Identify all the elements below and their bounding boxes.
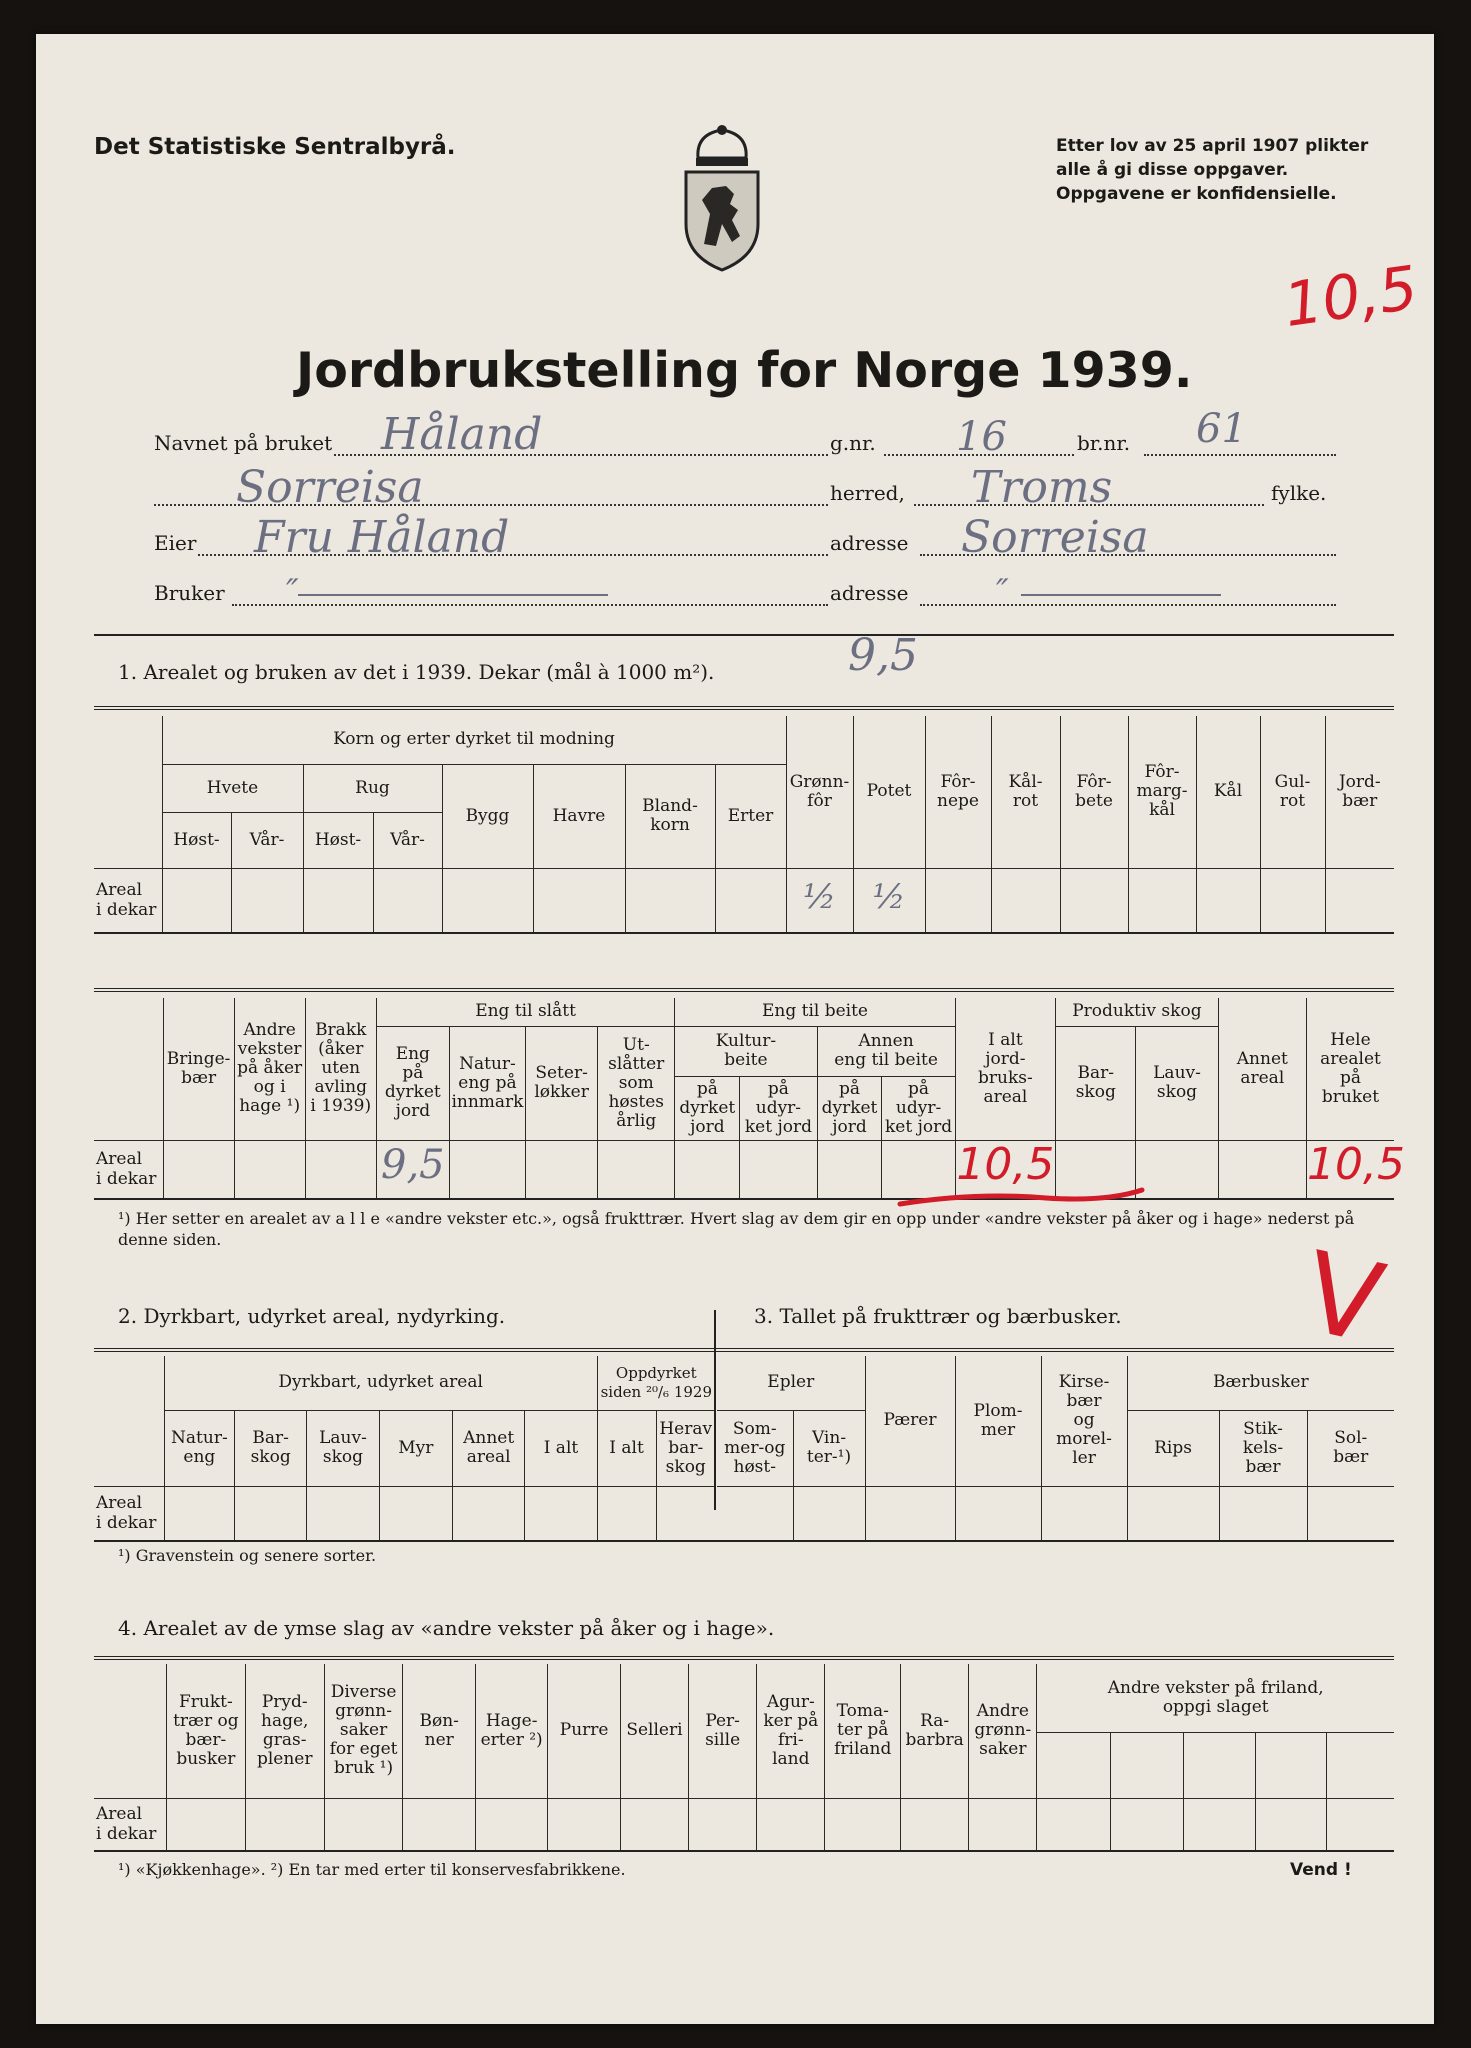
eier-label: Eier	[154, 531, 197, 555]
check-mark-icon: V	[1293, 1227, 1394, 1369]
input-forbete[interactable]	[1060, 868, 1128, 932]
col-herav: Herav bar- skog	[656, 1410, 715, 1486]
section4-footnote: ¹) «Kjøkkenhage». ²) En tar med erter til konservesfabrikkene.	[118, 1860, 626, 1879]
epler-header: Epler	[717, 1356, 865, 1410]
input-kultur-udyrket[interactable]	[740, 1140, 817, 1198]
col-lauvskog: Lauv- skog	[1136, 1026, 1218, 1140]
input-annet2[interactable]	[452, 1486, 524, 1540]
input-herav[interactable]	[656, 1486, 715, 1540]
hele-arealet-value: 10,5	[1306, 1138, 1405, 1190]
col-annen-udyrket: på udyr- ket jord	[882, 1076, 955, 1140]
input-lauvskog[interactable]	[1136, 1140, 1218, 1198]
input-tomater[interactable]	[825, 1798, 901, 1850]
col-kal: Kål	[1196, 716, 1260, 868]
input-jordbaer[interactable]	[1325, 868, 1394, 932]
input-purre[interactable]	[548, 1798, 620, 1850]
gnr-field[interactable]: 16	[956, 414, 1007, 460]
friland-slot-1[interactable]	[1037, 1732, 1111, 1798]
input-kalrot[interactable]	[991, 868, 1060, 932]
areal-label-3: Areal i dekar	[94, 1486, 164, 1540]
input-oppdyrket-i-alt[interactable]	[597, 1486, 656, 1540]
section1-footnote: ¹) Her setter en arealet av a l l e «andre vekster etc.», også frukttrær. Hvert slag av dem gir en opp under «andre vekster på åker og i hage» nederst på denne siden.	[118, 1209, 1355, 1249]
potet-value: ½	[872, 876, 906, 917]
input-agurker[interactable]	[757, 1798, 825, 1850]
input-sommer[interactable]	[717, 1486, 793, 1540]
col-blandkorn: Bland- korn	[625, 764, 715, 868]
col-andre-vekster: Andre vekster på åker og i hage ¹)	[234, 998, 305, 1140]
input-hvete-var[interactable]	[231, 868, 303, 932]
input-potet[interactable]	[853, 868, 925, 932]
section3-table	[717, 1356, 1394, 1541]
oppdyrket-header: Oppdyrket siden ²⁰/₆ 1929	[597, 1356, 715, 1410]
herred-field[interactable]: Troms	[971, 462, 1113, 513]
col-frukttraer: Frukt- trær og bær- busker	[166, 1664, 245, 1798]
col-rabarbra: Ra- barbra	[901, 1664, 969, 1798]
produktiv-skog-header: Produktiv skog	[1056, 998, 1218, 1026]
col-bonner: Bøn- ner	[403, 1664, 475, 1798]
bruker-label: Bruker	[154, 581, 225, 605]
section1-table	[94, 716, 1394, 933]
col-rips: Rips	[1127, 1410, 1219, 1486]
col-plommer: Plom- mer	[955, 1356, 1041, 1486]
input-gulrot[interactable]	[1260, 868, 1325, 932]
eier-adresse-field[interactable]: Sorreisa	[961, 512, 1149, 563]
input-selleri[interactable]	[620, 1798, 688, 1850]
total-area-annotation: 10,5	[1279, 253, 1422, 341]
input-havre[interactable]	[533, 868, 625, 932]
col-bygg: Bygg	[442, 764, 533, 868]
col-kirsebaer: Kirse- bær og morel- ler	[1041, 1356, 1127, 1486]
friland-slot-2[interactable]	[1110, 1732, 1184, 1798]
input-friland-2[interactable]	[1110, 1798, 1184, 1850]
section2-table	[94, 1356, 715, 1541]
coat-of-arms-icon	[676, 124, 768, 274]
input-myr[interactable]	[379, 1486, 452, 1540]
place-field[interactable]: Sorreisa	[236, 462, 424, 513]
brnr-label: br.nr.	[1077, 431, 1131, 455]
eier-field[interactable]: Fru Håland	[254, 512, 510, 563]
col-prydhage: Pryd- hage, gras- plener	[245, 1664, 324, 1798]
col-sommer: Som- mer-og høst-	[717, 1410, 793, 1486]
input-bygg[interactable]	[442, 868, 533, 932]
input-lauvskog2[interactable]	[307, 1486, 379, 1540]
bureau-name: Det Statistiske Sentralbyrå.	[94, 134, 456, 160]
friland-slot-5[interactable]	[1327, 1732, 1394, 1798]
col-havre: Havre	[533, 764, 625, 868]
input-kirsebaer[interactable]	[1041, 1486, 1127, 1540]
col-selleri: Selleri	[620, 1664, 688, 1798]
col-vinter: Vin- ter-¹)	[793, 1410, 865, 1486]
col-kalrot: Kål- rot	[991, 716, 1060, 868]
input-blandkorn[interactable]	[625, 868, 715, 932]
fylke-label: fylke.	[1271, 481, 1327, 505]
friland-slot-3[interactable]	[1184, 1732, 1255, 1798]
legal-line-2: alle å gi disse oppgaver.	[1056, 160, 1289, 180]
col-utslatter: Ut- slåtter som høstes årlig	[598, 1026, 675, 1140]
input-hageerter[interactable]	[475, 1798, 547, 1850]
input-stikkelsbaer[interactable]	[1219, 1486, 1307, 1540]
input-friland-5[interactable]	[1327, 1798, 1394, 1850]
input-frukttraer[interactable]	[166, 1798, 245, 1850]
col-kultur-udyrket: på udyr- ket jord	[740, 1076, 817, 1140]
col-kultur-dyrket: på dyrket jord	[675, 1076, 740, 1140]
col-oppdyrket-i-alt: I alt	[597, 1410, 656, 1486]
bruker-field[interactable]: ″	[286, 572, 299, 612]
col-rug-var: Vår-	[373, 812, 442, 868]
section2-footnote: ¹) Gravenstein og senere sorter.	[118, 1546, 377, 1565]
col-erter: Erter	[715, 764, 786, 868]
input-annen-dyrket[interactable]	[817, 1140, 882, 1198]
navnet-field[interactable]: Håland	[381, 409, 543, 460]
input-eng-dyrket[interactable]	[376, 1140, 449, 1198]
eier-adresse-label: adresse	[830, 531, 909, 555]
bruker-adresse-label: adresse	[830, 581, 909, 605]
baerbusker-header: Bærbusker	[1127, 1356, 1394, 1410]
bruker-adresse-field[interactable]: ″	[996, 572, 1009, 612]
col-hvete: Hvete	[162, 764, 303, 812]
col-andre-gronnsaker: Andre grønn- saker	[969, 1664, 1037, 1798]
section3-heading: 3. Tallet på frukttrær og bærbusker.	[754, 1304, 1122, 1328]
input-hele-arealet[interactable]	[1306, 1138, 1405, 1198]
col-annet-areal: Annet areal	[1218, 998, 1306, 1140]
brnr-field[interactable]: 61	[1196, 406, 1247, 452]
col-brakk: Brakk (åker uten avling i 1939)	[305, 998, 376, 1140]
areal-label-2: Areal i dekar	[94, 1140, 163, 1198]
col-kulturbeite: Kultur- beite	[675, 1026, 817, 1076]
col-i-alt-jordbruk: I alt jord- bruks- areal	[955, 998, 1056, 1140]
input-paerer[interactable]	[865, 1486, 955, 1540]
section4-heading: 4. Arealet av de ymse slag av «andre vekster på åker og i hage».	[118, 1616, 775, 1640]
input-i-alt2[interactable]	[525, 1486, 597, 1540]
col-solbaer: Sol- bær	[1307, 1410, 1394, 1486]
input-rips[interactable]	[1127, 1486, 1219, 1540]
friland-slot-4[interactable]	[1255, 1732, 1326, 1798]
dyrkbart-header: Dyrkbart, udyrket areal	[164, 1356, 597, 1410]
col-barskog: Bar- skog	[1056, 1026, 1136, 1140]
col-gronnfor: Grønn- fôr	[786, 716, 853, 868]
form-title: Jordbrukstelling for Norge 1939.	[296, 342, 1193, 399]
input-kultur-dyrket[interactable]	[675, 1140, 740, 1198]
col-paerer: Pærer	[865, 1356, 955, 1486]
input-fornepe[interactable]	[925, 868, 991, 932]
legal-line-1: Etter lov av 25 april 1907 plikter	[1056, 136, 1369, 156]
section4-table	[94, 1664, 1394, 1851]
input-annet-areal[interactable]	[1218, 1140, 1306, 1198]
col-rug: Rug	[303, 764, 442, 812]
section1-margin-note: 9,5	[848, 630, 918, 681]
andre-friland-header: Andre vekster på friland, oppgi slaget	[1037, 1664, 1394, 1732]
col-barskog2: Bar- skog	[235, 1410, 307, 1486]
col-natureng: Natur- eng på innmark	[449, 1026, 525, 1140]
col-diverse: Diverse grønn- saker for eget bruk ¹)	[324, 1664, 403, 1798]
input-diverse[interactable]	[324, 1798, 403, 1850]
input-andre-vekster[interactable]	[234, 1140, 305, 1198]
section1b-table	[94, 998, 1405, 1199]
col-forbete: Fôr- bete	[1060, 716, 1128, 868]
input-bringebaer[interactable]	[163, 1140, 234, 1198]
section2-heading: 2. Dyrkbart, udyrket areal, nydyrking.	[118, 1304, 506, 1328]
input-utslatter[interactable]	[598, 1140, 675, 1198]
i-alt-value: 10,5	[956, 1138, 1055, 1190]
col-eng-dyrket: Eng på dyrket jord	[376, 1026, 449, 1140]
input-natureng[interactable]	[449, 1140, 525, 1198]
korn-header: Korn og erter dyrket til modning	[162, 716, 786, 764]
input-bonner[interactable]	[403, 1798, 475, 1850]
input-seterlokker[interactable]	[526, 1140, 598, 1198]
col-annet2: Annet areal	[452, 1410, 524, 1486]
col-natureng2: Natur- eng	[164, 1410, 234, 1486]
vend-note: Vend !	[1290, 1860, 1352, 1880]
input-andre-gronnsaker[interactable]	[969, 1798, 1037, 1850]
herred-label: herred,	[830, 481, 905, 505]
col-annen-dyrket: på dyrket jord	[817, 1076, 882, 1140]
input-rabarbra[interactable]	[901, 1798, 969, 1850]
col-hageerter: Hage- erter ²)	[475, 1664, 547, 1798]
col-formargkal: Fôr- marg- kål	[1128, 716, 1196, 868]
input-rug-var[interactable]	[373, 868, 442, 932]
col-lauvskog2: Lauv- skog	[307, 1410, 379, 1486]
col-hvete-host: Høst-	[162, 812, 231, 868]
eng-beite-header: Eng til beite	[675, 998, 955, 1026]
legal-line-3: Oppgavene er konfidensielle.	[1056, 184, 1337, 204]
col-seterlokker: Seter- løkker	[526, 1026, 598, 1140]
col-i-alt2: I alt	[525, 1410, 597, 1486]
col-hele-arealet: Hele arealet på bruket	[1306, 998, 1394, 1140]
input-barskog2[interactable]	[235, 1486, 307, 1540]
input-formargkal[interactable]	[1128, 868, 1196, 932]
section1-heading: 1. Arealet og bruken av det i 1939. Dekar (mål à 1000 m²).	[118, 660, 715, 684]
input-prydhage[interactable]	[245, 1798, 324, 1850]
col-gulrot: Gul- rot	[1260, 716, 1325, 868]
col-persille: Per- sille	[689, 1664, 757, 1798]
areal-label-1: Areal i dekar	[94, 868, 162, 932]
form-page	[36, 34, 1434, 2024]
input-brakk[interactable]	[305, 1140, 376, 1198]
input-hvete-host[interactable]	[162, 868, 231, 932]
col-stikkelsbaer: Stik- kels- bær	[1219, 1410, 1307, 1486]
input-vinter[interactable]	[793, 1486, 865, 1540]
input-friland-1[interactable]	[1037, 1798, 1111, 1850]
col-jordbaer: Jord- bær	[1325, 716, 1394, 868]
navnet-label: Navnet på bruket	[154, 431, 333, 455]
col-hvete-var: Vår-	[231, 812, 303, 868]
gnr-label: g.nr.	[830, 431, 876, 455]
input-rug-host[interactable]	[303, 868, 373, 932]
input-solbaer[interactable]	[1307, 1486, 1394, 1540]
input-kal[interactable]	[1196, 868, 1260, 932]
col-annen-eng: Annen eng til beite	[817, 1026, 955, 1076]
gronnfor-value: ½	[803, 876, 836, 917]
col-bringebaer: Bringe- bær	[163, 998, 234, 1140]
input-friland-3[interactable]	[1184, 1798, 1255, 1850]
eng-dyrket-value: 9,5	[381, 1141, 445, 1188]
input-plommer[interactable]	[955, 1486, 1041, 1540]
input-persille[interactable]	[689, 1798, 757, 1850]
col-rug-host: Høst-	[303, 812, 373, 868]
input-erter[interactable]	[715, 868, 786, 932]
input-friland-4[interactable]	[1255, 1798, 1326, 1850]
eng-slatt-header: Eng til slått	[376, 998, 675, 1026]
input-gronnfor[interactable]	[786, 868, 853, 932]
col-myr: Myr	[379, 1410, 452, 1486]
input-natureng2[interactable]	[164, 1486, 234, 1540]
col-agurker: Agur- ker på fri- land	[757, 1664, 825, 1798]
areal-label-4: Areal i dekar	[94, 1798, 166, 1850]
col-potet: Potet	[853, 716, 925, 868]
col-purre: Purre	[548, 1664, 620, 1798]
legal-notice	[1056, 134, 1368, 206]
col-fornepe: Fôr- nepe	[925, 716, 991, 868]
col-tomater: Toma- ter på friland	[825, 1664, 901, 1798]
